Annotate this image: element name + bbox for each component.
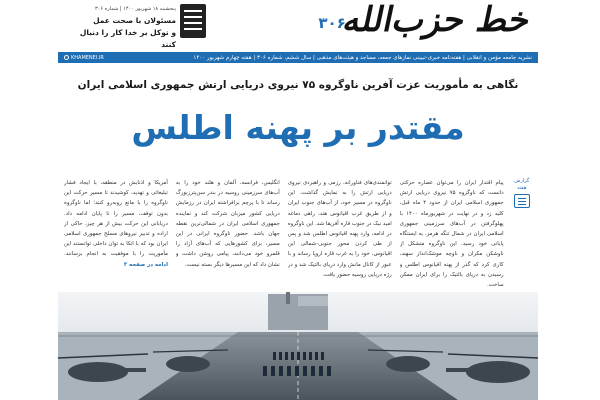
warship-deck-photo: [58, 292, 538, 400]
text-column-3: انگلیس، فرانسه، آلمان و هلند خود را به آب‌های سرزمینی روسیه در بندر سن‌پترزبورگ رساند تا با پرچم برافراشته ایران در رزمایش دریایی کشور میزبان شرکت کند و نماینده جمهوری اسلامی ایران در شمالی‌ترین نقطه جهان باشد. حضور ناوگروه ایرانی در این مسیر، برای کشورهایی که آب‌های آزاد را قلمرو خود می‌دانند، پیامی روشن داشت و نشان داد که این مسیرها دیگر بسته نیست.: [175, 180, 280, 268]
article-body: [64, 178, 532, 292]
text-column-2: توانمندی‌های فناورانه، رزمی و راهبردی نیروی دریایی ارتش را به نمایش گذاشت. این ناوگروه در مسیر خود، از آب‌های جنوب ایران و از طریق غرب اقیانوس هند، راهی دماغه امید نیک در جنوب قاره آفریقا شد. این ناوگروه در ادامه، وارد پهنه اقیانوس اطلس شد و پس از طی کردن محور جنوبی-شمالی این اقیانوس، خود را به غرب قاره اروپا رساند و با عبور از کانال مانش وارد دریای بالتیک شد و در رژه دریایی روسیه حضور یافت.: [287, 180, 392, 278]
masthead-logo: [312, 0, 535, 40]
report-label-week: هفته: [517, 185, 527, 191]
logo-text: خط حزب‌الله: [339, 0, 535, 40]
kicker-headline: نگاهی به مأموریت عزت آفرین ناوگروه ۷۵ نیروی دریایی ارتش جمهوری اسلامی ایران: [77, 79, 519, 91]
editorial-quote-box: [64, 6, 176, 51]
document-icon: [514, 194, 530, 208]
continue-link[interactable]: ادامه در صفحه ۳: [123, 261, 168, 268]
quote-line-2: و توکل بر خدا کار را دنبال کنند: [79, 28, 176, 49]
publication-description: نشریه جامعه مؤمن و انقلابی | هفته‌نامه خبری-تبیینی نمازهای جمعه، مساجد و هیئت‌های مذهبی | سال ششم، شماره ۳۰۶ | هفته چهارم شهریور ۱۴۰۰: [193, 54, 532, 61]
issue-date: پنجشنبه ۱۸ شهریور ۱۴۰۰ | شماره ۳۰۶: [95, 6, 176, 12]
website-icon: [64, 55, 69, 60]
text-column-4-body: آمریکا و اذنابش در منطقه، با ایجاد فشار تبلیغاتی و تهدید، کوشیدند تا مسیر حرکت این ناوگروه را با مانع روبه‌رو کنند؛ اما ناوگروه بدون توقف، مسیر را تا پایان ادامه داد. دریابانی این حرکت بیش از هر چیز، حاکی از اراده و تدبیر نیروهای مسلح جمهوری اسلامی ایران بود که با اتکا به توان داخلی توانستند این مأموریت را با موفقیت به انجام برسانند.: [64, 180, 168, 258]
text-column-4: [64, 178, 168, 292]
info-bar: [58, 52, 538, 63]
website-credit: [64, 55, 104, 61]
magazine-cover: [58, 0, 538, 400]
website-text: KHAMENEI.IR: [71, 54, 104, 61]
report-tag: [512, 178, 532, 292]
quote-line-1: مسئولان با صحت عمل: [93, 16, 176, 25]
qr-code-icon: [180, 4, 206, 38]
report-label: گزارش: [514, 178, 530, 184]
masthead: [58, 0, 538, 54]
text-column-1: پیام اقتدار ایران را می‌توان عصاره حرکتی دانست که ناوگروه ۷۵ نیروی دریایی ارتش جمهوری اسلامی ایران از حدود ۴ ماه قبل، کلید زد و در نهایت در شهریورماه ۱۴۰۰ با پهلوگرفتن در آب‌های سرزمینی جمهوری اسلامی ایران در شمال تنگه هرمز، به ایستگاه پایانی خود رسید. این ناوگروه متشکل از ناوشکن مکران و ناوچه موشک‌انداز سهند، کاری کرد که گذر از پهنه اقیانوس اطلس و رسیدن به دریای بالتیک را برای ایران ممکن ساخت.: [399, 180, 504, 289]
main-headline: مقتدر بر پهنه اطلس: [131, 108, 465, 147]
issue-number: ۳۰۶: [318, 14, 346, 32]
